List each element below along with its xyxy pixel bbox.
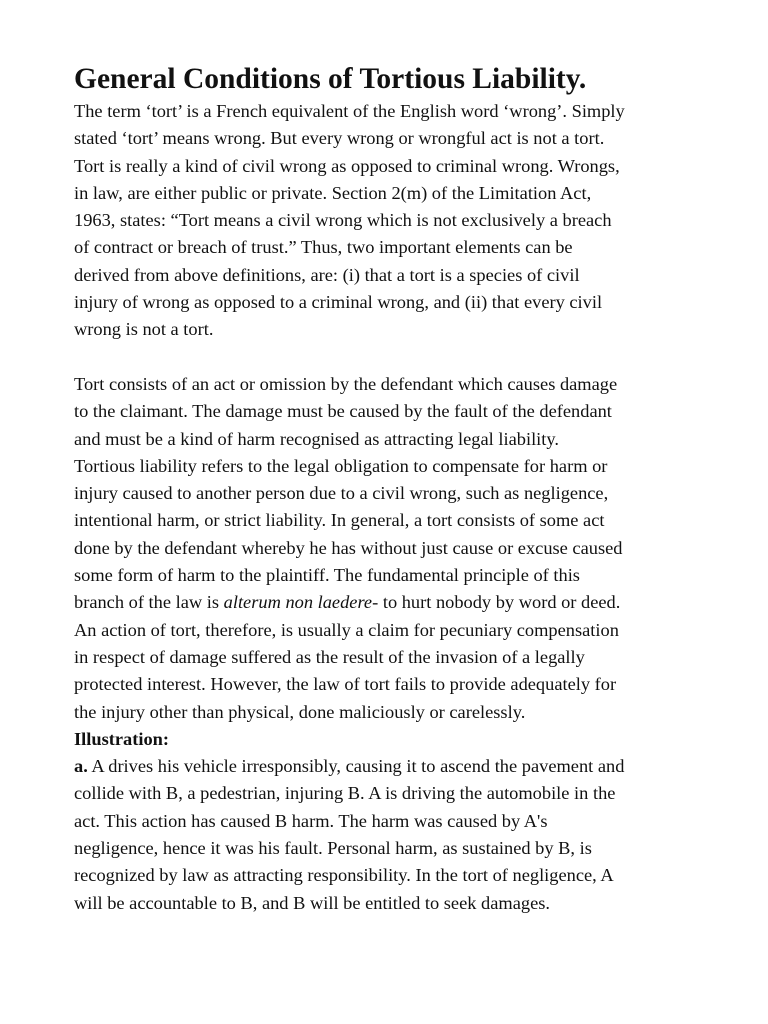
- paragraph-text-part-2: - to hurt nobody by word or deed. An action of tort, therefore, is usually a claim for pecuniary compensation in respect of damage suffered as the result of the invasion of a legally protected interest. However, the law of tort fails to provide adequately for the injury other than physical, done maliciously or carelessly.: [74, 592, 621, 722]
- illustration-label: a.: [74, 756, 88, 777]
- paragraph-spacer: [74, 344, 694, 371]
- paragraph-tortious-liability: [74, 371, 694, 726]
- page-title: General Conditions of Tortious Liability.: [74, 63, 587, 95]
- document-page: [74, 60, 694, 917]
- illustration-heading: Illustration:: [74, 728, 170, 749]
- illustration-item: [74, 753, 694, 917]
- latin-maxim: alterum non laedere: [223, 592, 373, 613]
- illustration-text: A drives his vehicle irresponsibly, causing it to ascend the pavement and collide with B, a pedestrian, injuring B. A is driving the automobile in the act. This action has caused B harm. The harm was caused by A's negligence, hence it was his fault. Personal harm, as sustained by B, is recognized by law as attracting responsibility. In the tort of negligence, A will be accountable to B, and B will be entitled to seek damages.: [74, 756, 625, 913]
- paragraph-definition: The term ‘tort’ is a French equivalent of the English word ‘wrong’. Simply stated ‘tort’ means wrong. But every wrong or wrongful act is not a tort. Tort is really a kind of civil wrong as opposed to criminal wrong. Wrongs, in law, are either public or private. Section 2(m) of the Limitation Act, 1963, states: “Tort means a civil wrong which is not exclusively a breach of contract or breach of trust.” Thus, two important elements can be derived from above definitions, are: (i) that a tort is a species of civil injury of wrong as opposed to a criminal wrong, and (ii) that every civil wrong is not a tort.: [74, 101, 625, 340]
- paragraph-text-part-1: Tort consists of an act or omission by the defendant which causes damage to the claimant. The damage must be caused by the fault of the defendant and must be a kind of harm recognised as attracting legal liability. Tortious liability refers to the legal obligation to compensate for harm or injury caused to another person due to a civil wrong, such as negligence, intentional harm, or strict liability. In general, a tort consists of some act done by the defendant whereby he has without just cause or excuse caused some form of harm to the plaintiff. The fundamental principle of this branch of the law is: [74, 373, 623, 613]
